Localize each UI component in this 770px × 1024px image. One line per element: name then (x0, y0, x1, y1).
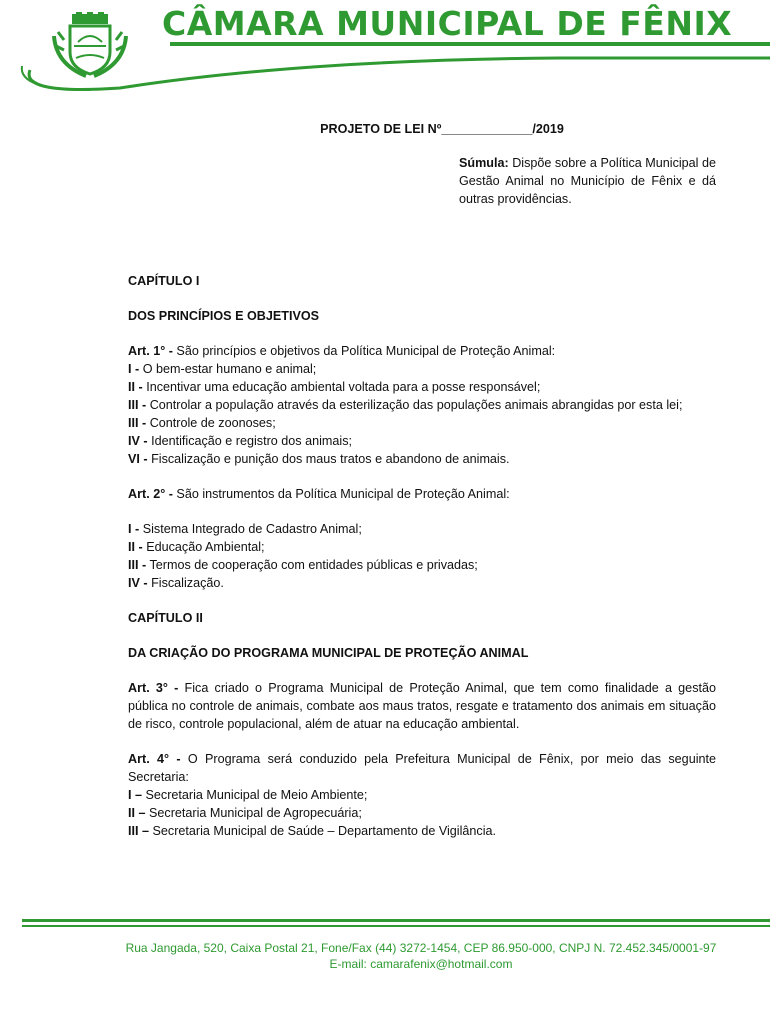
item-text: Incentivar uma educação ambiental voltada para a posse responsável; (142, 380, 541, 394)
item-text: Educação Ambiental; (142, 540, 265, 554)
article-4-item (128, 804, 716, 822)
article-2-item (128, 574, 716, 592)
article-1-item (128, 360, 716, 378)
sumula-paragraph (459, 154, 716, 226)
chapter-2-title: CAPÍTULO II (128, 611, 203, 625)
article-2 (128, 485, 716, 503)
article-4 (128, 750, 716, 786)
item-text: Secretaria Municipal de Meio Ambiente; (142, 788, 368, 802)
chapter-2-subtitle: DA CRIAÇÃO DO PROGRAMA MUNICIPAL DE PROTEÇÃO ANIMAL (128, 646, 529, 660)
article-1-label: Art. 1° - (128, 344, 173, 358)
article-1-item (128, 396, 716, 414)
item-number: IV - (128, 434, 148, 448)
article-1 (128, 342, 716, 360)
article-2-item (128, 538, 716, 556)
chapter-1-subtitle: DOS PRINCÍPIOS E OBJETIVOS (128, 309, 320, 323)
municipal-crest-icon (50, 12, 130, 78)
item-text: Secretaria Municipal de Saúde – Departamento de Vigilância. (149, 824, 497, 838)
item-number: III – (128, 824, 149, 838)
item-text: Fiscalização. (147, 576, 224, 590)
article-3-text: Fica criado o Programa Municipal de Proteção Animal, que tem como finalidade a gestão pública no controle de animais, combate aos maus tratos, resgate e tratamento dos animais em situação de risco, controle populacional, além de atuar na educação ambiental. (128, 681, 716, 731)
document-body (128, 120, 716, 840)
item-number: I - (128, 362, 140, 376)
footer (60, 940, 770, 972)
item-text: Fiscalização e punição dos maus tratos e abandono de animais. (147, 452, 510, 466)
item-text: Controle de zoonoses; (146, 416, 276, 430)
article-2-item (128, 556, 716, 574)
chapter-1-title: CAPÍTULO I (128, 274, 200, 288)
item-number: II - (128, 540, 143, 554)
sumula-text: Dispõe sobre a Política Municipal de Gestão Animal no Município de Fênix e dá outras providências. (459, 156, 716, 206)
item-number: I - (128, 522, 140, 536)
bill-title: PROJETO DE LEI Nº_____________/2019 (320, 122, 564, 136)
article-2-text: São instrumentos da Política Municipal de Proteção Animal: (172, 487, 510, 501)
item-number: III - (128, 398, 147, 412)
item-number: III - (128, 558, 147, 572)
item-text: Sistema Integrado de Cadastro Animal; (139, 522, 362, 536)
item-text: Controlar a população através da esterilização das populações animais abrangidas por esta lei; (146, 398, 683, 412)
article-4-label: Art. 4° - (128, 752, 181, 766)
article-2-item (128, 520, 716, 538)
item-number: II - (128, 380, 143, 394)
sumula-label: Súmula: (459, 156, 509, 170)
article-3 (128, 679, 716, 733)
letterhead (0, 0, 770, 100)
article-1-item (128, 378, 716, 396)
footer-email: E-mail: camarafenix@hotmail.com (329, 957, 513, 971)
item-number: II – (128, 806, 146, 820)
article-4-item (128, 786, 716, 804)
article-1-text: São princípios e objetivos da Política Municipal de Proteção Animal: (172, 344, 556, 358)
item-text: Identificação e registro dos animais; (147, 434, 352, 448)
item-number: VI - (128, 452, 148, 466)
item-number: I – (128, 788, 143, 802)
item-number: IV - (128, 576, 148, 590)
article-2-label: Art. 2° - (128, 487, 173, 501)
article-1-item (128, 414, 716, 432)
item-number: III - (128, 416, 147, 430)
article-4-text: O Programa será conduzido pela Prefeitura Municipal de Fênix, por meio das seguinte Secretaria: (128, 752, 716, 784)
item-text: O bem-estar humano e animal; (139, 362, 317, 376)
article-4-item (128, 822, 716, 840)
article-1-item (128, 432, 716, 450)
letterhead-title: CÂMARA MUNICIPAL DE FÊNIX (162, 4, 733, 43)
article-1-item (128, 450, 716, 468)
item-text: Secretaria Municipal de Agropecuária; (145, 806, 362, 820)
footer-divider (22, 919, 770, 933)
item-text: Termos de cooperação com entidades públicas e privadas; (146, 558, 478, 572)
footer-address: Rua Jangada, 520, Caixa Postal 21, Fone/Fax (44) 3272-1454, CEP 86.950-000, CNPJ N. 72.452.345/0001-97 (125, 941, 717, 955)
article-3-label: Art. 3° - (128, 681, 179, 695)
